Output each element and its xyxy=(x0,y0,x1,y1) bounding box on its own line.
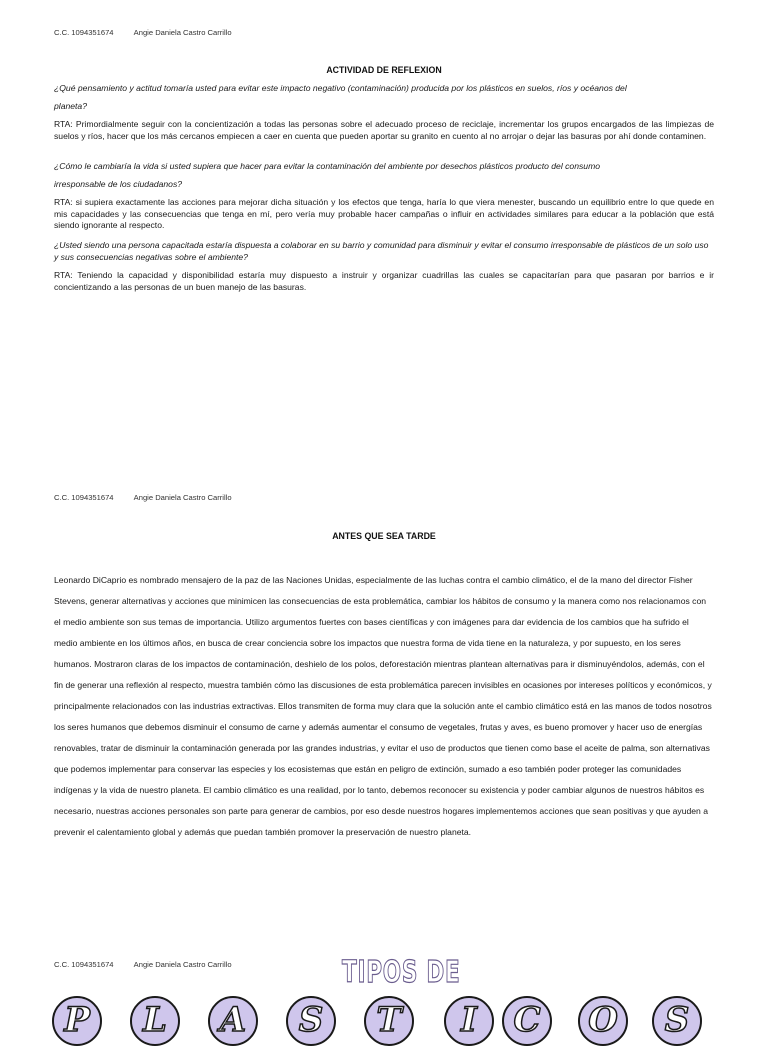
answer-1: RTA: Primordialmente seguir con la concientización a todas las personas sobre el adecuado proceso de reciclaje, incrementar los grupos encargados de las limpiezas de suelos y ríos, hacer que los más cercanos empiecen a caer en cuenta que pueden aportar su granito en cuento al no arrojar o dejar las basuras por ahí donde contaminen. xyxy=(54,119,714,141)
letter-glyph: S xyxy=(298,1000,324,1040)
letter-circle-p xyxy=(52,996,102,1046)
header-name: Angie Daniela Castro Carrillo xyxy=(133,493,232,502)
letter-circle-t xyxy=(364,996,414,1046)
letter-circle-s xyxy=(286,996,336,1046)
answer-3: RTA: Teniendo la capacidad y disponibilidad estaría muy dispuesto a instruir y organizar cuadrillas las cuales se capacitarían para que pasaran por barrios e ir concientizando a las personas de un buen manejo de las basuras. xyxy=(54,270,714,292)
letter-circle-c xyxy=(502,996,552,1046)
letter-circle-i xyxy=(444,996,494,1046)
letter-glyph: A xyxy=(219,1000,247,1040)
question-2-line-2: irresponsable de los ciudadanos? xyxy=(54,179,183,189)
header-name: Angie Daniela Castro Carrillo xyxy=(133,960,232,969)
letter-circle-s xyxy=(652,996,702,1046)
letter-glyph: C xyxy=(513,1000,541,1040)
header-id: C.C. 1094351674 xyxy=(54,493,114,502)
page1-header xyxy=(54,28,232,37)
header-id: C.C. 1094351674 xyxy=(54,960,114,969)
letter-glyph: S xyxy=(664,1000,690,1040)
letter-glyph: P xyxy=(64,1000,90,1040)
page3-header xyxy=(54,960,232,969)
letter-glyph: L xyxy=(143,1000,167,1040)
page1-title: ACTIVIDAD DE REFLEXION xyxy=(326,65,442,75)
question-3: ¿Usted siendo una persona capacitada estaría dispuesta a colaborar en su barrio y comunidad para disminuir y evitar el consumo irresponsable de plásticos de un solo uso y sus consecuencias negativas sobre el ambiente? xyxy=(54,240,709,262)
page2-title: ANTES QUE SEA TARDE xyxy=(332,531,436,541)
answer-2: RTA: si supiera exactamente las acciones para mejorar dicha situación y los efectos que tenga, haría lo que viera menester, buscando un equilibrio entre lo que quede en mis capacidades y las consecuencias que tenga en mí, pero vería muy probable hacer campañas o influir en actividades similares para educar a la población que está siendo ignorante al respecto. xyxy=(54,197,714,231)
letter-glyph: O xyxy=(588,1000,618,1040)
question-1-line-1: ¿Qué pensamiento y actitud tomaría usted para evitar este impacto negativo (contaminación) producida por los plásticos en suelos, ríos y océanos del xyxy=(54,83,627,93)
question-2-line-1: ¿Cómo le cambiaría la vida si usted supiera que hacer para evitar la contaminación del ambiente por desechos plásticos producto del consumo xyxy=(54,161,601,171)
letter-circle-a xyxy=(208,996,258,1046)
letter-glyph: I xyxy=(461,1000,477,1040)
header-name: Angie Daniela Castro Carrillo xyxy=(133,28,232,37)
tipos-title: TIPOS DE xyxy=(342,955,461,990)
letter-glyph: T xyxy=(376,1000,402,1040)
question-1-line-2: planeta? xyxy=(54,101,87,111)
header-id: C.C. 1094351674 xyxy=(54,28,114,37)
essay-text: Leonardo DiCaprio es nombrado mensajero de la paz de las Naciones Unidas, especialmente de las luchas contra el cambio climático, el de la mano del director Fisher Stevens, generar alternativas y acciones que minimicen las consecuencias de esta problemática, cambiar los hábitos de consumo y la manera como nos relacionamos con el medio ambiente son sus temas de importancia. Utilizo argumentos fuertes con bases científicas y con imágenes para dar evidencia de los cambios que ha sufrido el medio ambiente en los últimos años, en busca de crear conciencia sobre los impactos que nuestra forma de vida tiene en la naturaleza, y por supuesto, en los seres humanos. Mostraron claras de los impactos de contaminación, deshielo de los polos, deforestación mientras plantean alternativas para ir disminuyéndolos, además, con el fin de generar una reflexión al respecto, muestra también cómo las discusiones de esta problemática parecen invisibles en ocasiones por intereses políticos y económicos, y principalmente relacionados con las industrias extractivas. Ellos transmiten de forma muy clara que la solución ante el cambio climático está en las manos de todos nosotros los seres humanos que debemos disminuir el consumo de carne y además aumentar el consumo de vegetales, frutas y aves, es bueno promover y hacer uso de energías renovables, tratar de disminuir la contaminación generada por las grandes industrias, y evitar el uso de productos que tienen como base el aceite de palma, son alternativas que podemos implementar para conservar las especies y los ecosistemas que están en peligro de extinción, sumado a eso también poder proteger las comunidades indígenas y la vida de nuestro planeta. El cambio climático es una realidad, por lo tanto, debemos reconocer su existencia y poder cambiar algunos de nuestros hábitos es necesario, nuestras acciones personales son parte para generar de cambios, por eso desde nuestros hogares implementemos acciones que sean positivas y que ayuden a prevenir el calentamiento global y además que puedan también promover la preservación de nuestro planeta. xyxy=(54,575,712,837)
letter-circle-o xyxy=(578,996,628,1046)
page2-header xyxy=(54,493,232,502)
letter-circles xyxy=(52,996,712,1056)
letter-circle-l xyxy=(130,996,180,1046)
